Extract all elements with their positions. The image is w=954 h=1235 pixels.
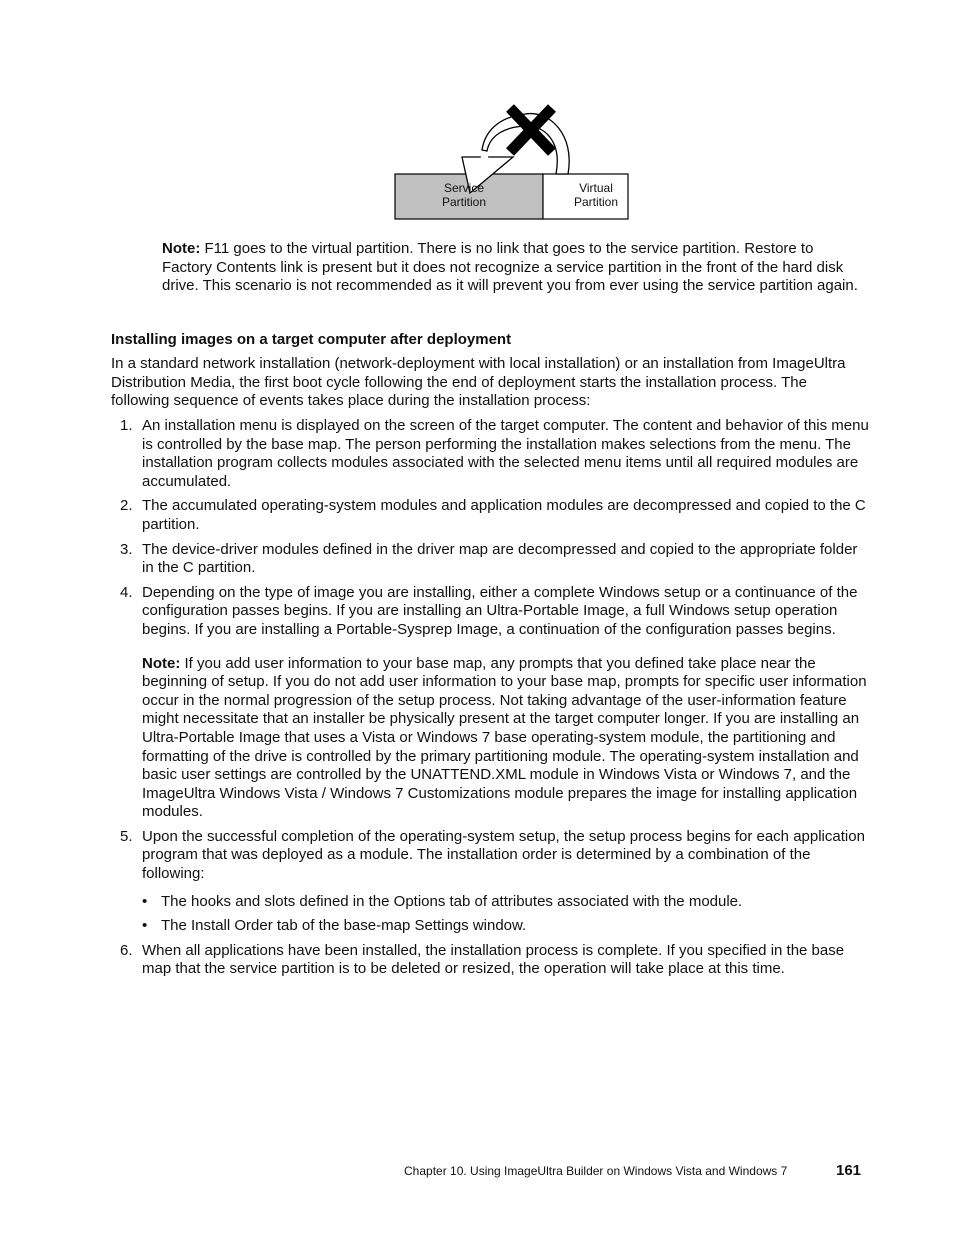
step-number: 1. [120,417,133,434]
step-text: When all applications have been installed, the installation process is complete. If you specified in the base map that the service partition is to be deleted or resized, the operation will take place at this time. [142,941,845,978]
step-text: Depending on the type of image you are installing, either a complete Windows setup or a continuance of the configuration passes begins. If you are installing an Ultra-Portable Image, a full Windows setup operation begins. If you are installing a Portable-Sysprep Image, a continuation of the configuration passes begins. [142,583,858,638]
bullet-text: The hooks and slots defined in the Options tab of attributes associated with the module. [161,892,743,910]
bullet-list [142,893,871,936]
list-item [111,541,871,578]
bullet-item [111,893,871,912]
service-partition-label-line2: Partition [441,195,487,209]
page-footer: Chapter 10. Using ImageUltra Builder on Windows Vista and Windows 7 [404,1164,788,1178]
bullet-icon: • [142,917,148,935]
virtual-partition-label-line2: Partition [573,195,619,209]
virtual-partition-label [556,181,636,209]
step-number: 4. [120,583,133,601]
list-item [111,417,871,491]
note-prefix: Note: [142,654,181,672]
service-partition-label [395,181,533,209]
list-item [111,942,871,979]
intro-paragraph: In a standard network installation (network-deployment with local installation) or an installation from ImageUltra Distribution Media, the first boot cycle following the end of deployment starts the installation process. The following sequence of events takes place during the installation process: [111,355,846,410]
list-item [111,584,871,822]
virtual-partition-label-line1: Virtual [579,181,613,195]
note-prefix: Note: [162,240,201,257]
list-item [111,497,871,534]
note-diagram [162,240,862,296]
step-text: Upon the successful completion of the operating-system setup, the setup process begins for each application program that was deployed as a module. The installation order is determined by a combination of the following: [142,827,865,883]
note-text: F11 goes to the virtual partition. There is no link that goes to the service partition. Restore to Factory Contents link is present but it does not recognize a service partition in the front of the hard disk drive. This scenario is not recommended as it will prevent you from ever using the service partition again. [162,240,858,295]
bullet-icon: • [142,892,148,910]
step-number: 6. [120,941,133,959]
step-text: An installation menu is displayed on the screen of the target computer. The content and behavior of this menu is controlled by the base map. The person performing the installation makes selections from the menu. The installation program collects modules associated with the selected menu items until all required modules are accumulated. [142,417,869,490]
step-number: 2. [120,497,133,515]
note-step4 [142,655,871,822]
bullet-item [111,917,871,936]
service-partition-label-line1: Service [443,181,484,195]
partition-diagram [390,100,635,222]
steps-list [111,417,871,985]
bullet-text: The Install Order tab of the base-map Settings window. [161,917,527,935]
step-number: 3. [120,540,133,558]
step-number: 5. [120,827,133,845]
step-text: The accumulated operating-system modules and application modules are decompressed and copied to the C partition. [142,497,866,533]
list-item [111,828,871,936]
step-text: The device-driver modules defined in the driver map are decompressed and copied to the appropriate folder in the C partition. [142,540,858,577]
note-text: If you add user information to your base map, any prompts that you defined take place near the beginning of setup. If you do not add user information to your base map, prompts for specific user information occur in the normal progression of the setup process. Not taking advantage of the user-information feature might necessitate that an installer be physically present at the target computer longer. If you are installing an Ultra-Portable Image that uses a Vista or Windows 7 base operating-system module, the partitioning and formatting of the drive is controlled by the primary partitioning module. The operating-system installation and basic user settings are controlled by the UNATTEND.XML module in Windows Vista or Windows 7, and the ImageUltra Windows Vista / Windows 7 Customizations module prepares the image for installing application modules. [142,654,867,821]
page-number: 161 [836,1162,862,1179]
section-heading: Installing images on a target computer after deployment [111,331,512,348]
